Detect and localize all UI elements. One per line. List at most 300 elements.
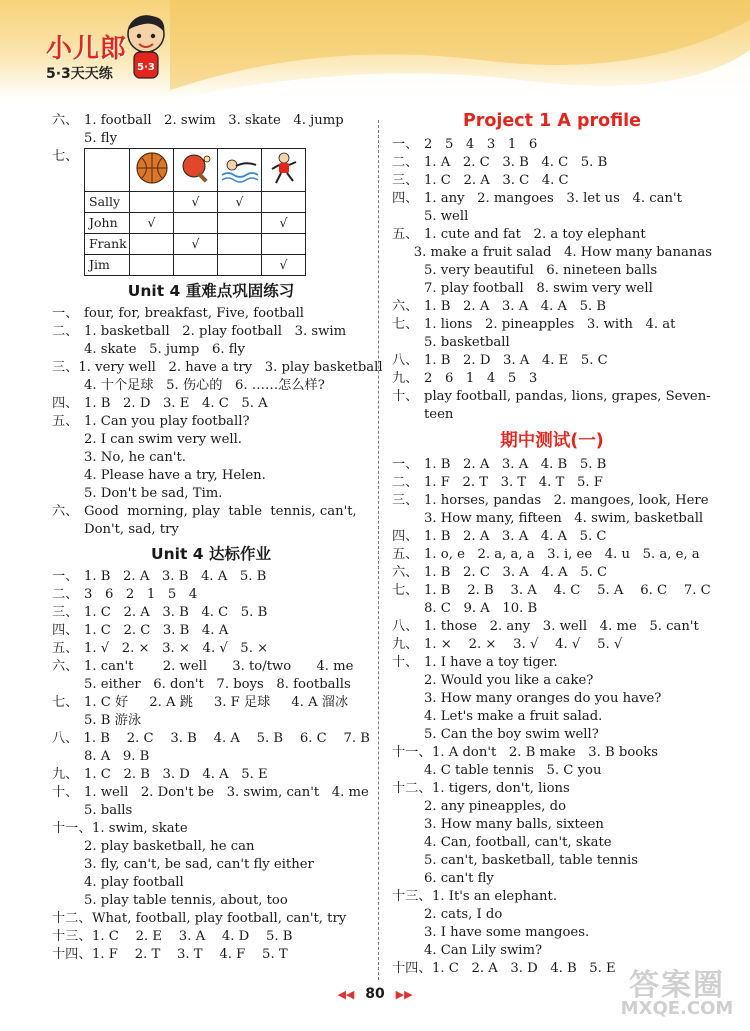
question-number: 六、 bbox=[392, 565, 419, 580]
answer-text: 4. Can Lily swim? bbox=[424, 943, 543, 958]
answer-row bbox=[392, 924, 712, 942]
answer-row bbox=[52, 467, 370, 485]
question-number: 七、 bbox=[392, 583, 419, 598]
question-number bbox=[52, 341, 84, 359]
answer-row bbox=[392, 334, 712, 352]
answer-row bbox=[392, 708, 712, 726]
answer-row bbox=[392, 244, 712, 262]
answer-row bbox=[392, 370, 712, 388]
table-body bbox=[85, 192, 306, 276]
table-icon-cell bbox=[262, 149, 306, 192]
question-number: 四、 bbox=[52, 623, 79, 638]
answer-text: 3. I have some mangoes. bbox=[424, 925, 590, 940]
answer-row bbox=[52, 874, 370, 892]
question-number: 五、 bbox=[52, 641, 79, 656]
table-row bbox=[85, 234, 306, 255]
answer-text: 1. B 2. C 3. B 4. A 5. B 6. C 7. B bbox=[83, 731, 370, 746]
answer-row bbox=[392, 262, 712, 280]
table-name-cell: John bbox=[85, 213, 130, 234]
answer-text: 4. skate 5. jump 6. fly bbox=[84, 342, 245, 357]
answer-text: 4. Let's make a fruit salad. bbox=[424, 709, 603, 724]
answer-text: 1. B 2. D 3. E 4. C 5. A bbox=[84, 396, 268, 411]
answer-row bbox=[392, 510, 712, 528]
question-number: 一、 bbox=[52, 569, 79, 584]
answer-row bbox=[52, 622, 370, 640]
question-number: 十二、 bbox=[392, 781, 432, 796]
question-number bbox=[392, 942, 424, 960]
table-icon-row bbox=[85, 149, 306, 192]
answer-row bbox=[392, 546, 712, 564]
answer-row bbox=[392, 352, 712, 370]
table-check-cell bbox=[130, 192, 174, 213]
answer-text: 5. can't, basketball, table tennis bbox=[424, 853, 639, 868]
answer-row bbox=[52, 766, 370, 784]
answer-text: 3. fly, can't, be sad, can't fly either bbox=[84, 857, 314, 872]
question-number bbox=[392, 510, 424, 528]
question-number bbox=[392, 708, 424, 726]
answer-text: 4. 十个足球 5. 伤心的 6. ……怎么样? bbox=[84, 378, 325, 393]
answer-row bbox=[392, 762, 712, 780]
answer-text: 1. those 2. any 3. well 4. me 5. can't bbox=[424, 619, 699, 634]
question-number: 十三、 bbox=[52, 929, 92, 944]
question-number bbox=[52, 802, 84, 820]
answer-row bbox=[52, 130, 370, 148]
question-number bbox=[392, 852, 424, 870]
answer-row bbox=[52, 359, 383, 377]
answer-text: 5. fly bbox=[84, 131, 118, 146]
answer-text: 1. horses, pandas 2. mangoes, look, Here bbox=[424, 493, 709, 508]
answer-text: 1. A 2. C 3. B 4. C 5. B bbox=[424, 155, 608, 170]
answer-text: 1. cute and fat 2. a toy elephant bbox=[424, 227, 646, 242]
watermark-logo bbox=[612, 960, 742, 1028]
left-column bbox=[52, 112, 383, 964]
question-number: 一、 bbox=[392, 457, 419, 472]
answer-text: 4. play football bbox=[84, 875, 184, 890]
answer-row bbox=[52, 112, 370, 130]
question-number bbox=[392, 672, 424, 690]
answer-text: 1. F 2. T 3. T 4. F 5. T bbox=[92, 947, 288, 962]
answer-row bbox=[52, 395, 370, 413]
question-number bbox=[392, 762, 424, 780]
answer-text: 1. o, e 2. a, a, a 3. i, ee 4. u 5. a, e, a bbox=[424, 547, 700, 562]
question-number: 二、 bbox=[52, 587, 79, 602]
question-number bbox=[392, 262, 424, 280]
question-number: 四、 bbox=[52, 396, 79, 411]
answer-row bbox=[392, 654, 712, 672]
table-icon-cell bbox=[174, 149, 218, 192]
answer-text: 1. well 2. Don't be 3. swim, can't 4. me bbox=[84, 785, 369, 800]
brand-subtitle: 5·3天天练 bbox=[46, 66, 113, 82]
answer-text: 1. tigers, don't, lions bbox=[432, 781, 570, 796]
question-number bbox=[392, 334, 424, 352]
answer-row bbox=[392, 690, 712, 708]
question-number bbox=[52, 856, 84, 874]
table-name-cell: Jim bbox=[85, 255, 130, 276]
question-number: 三、 bbox=[392, 173, 419, 188]
answer-text: 2. cats, I do bbox=[424, 907, 503, 922]
table-check-cell bbox=[262, 234, 306, 255]
brand-logo bbox=[46, 28, 127, 83]
answer-row bbox=[52, 640, 370, 658]
answer-text: 3. How many, fifteen 4. swim, basketball bbox=[424, 511, 704, 526]
answer-row bbox=[392, 136, 712, 154]
table-name-cell: Frank bbox=[85, 234, 130, 255]
answer-text: 2 5 4 3 1 6 bbox=[424, 137, 538, 152]
question-number bbox=[392, 816, 424, 834]
answer-row bbox=[392, 154, 712, 172]
answer-row bbox=[52, 748, 370, 766]
prev-page-arrows: ◀◀ bbox=[337, 988, 355, 1001]
answer-row bbox=[392, 780, 712, 798]
answer-row bbox=[392, 564, 712, 582]
answer-text: 4. C table tennis 5. C you bbox=[424, 763, 602, 778]
answer-row bbox=[392, 190, 712, 208]
table-corner-cell bbox=[85, 149, 130, 192]
answer-row bbox=[392, 600, 712, 618]
answer-row bbox=[52, 503, 370, 521]
answer-row bbox=[392, 582, 712, 600]
answer-row bbox=[392, 636, 712, 654]
answer-text: 2. Would you like a cake? bbox=[424, 673, 594, 688]
answer-row bbox=[392, 852, 712, 870]
question-number bbox=[52, 449, 84, 467]
answer-text: 3. How many balls, sixteen bbox=[424, 817, 604, 832]
question-number: 三、 bbox=[52, 360, 79, 375]
answer-text: 1. C 2. A 3. C 4. C bbox=[424, 173, 569, 188]
svg-text:5·3: 5·3 bbox=[137, 62, 155, 73]
answer-row bbox=[392, 474, 712, 492]
table-check-cell bbox=[130, 234, 174, 255]
answer-text: play football, pandas, lions, grapes, Seven- bbox=[424, 389, 711, 404]
answer-row bbox=[392, 816, 712, 834]
answer-text: 5. well bbox=[424, 209, 469, 224]
question-number: 六、 bbox=[52, 113, 79, 128]
answer-text: 5. B 游泳 bbox=[84, 713, 142, 728]
answer-text: 1. A don't 2. B make 3. B books bbox=[432, 745, 658, 760]
answer-text: 7. play football 8. swim very well bbox=[424, 281, 653, 296]
section-title: Project 1 A profile bbox=[462, 111, 642, 131]
question-number: 七、 bbox=[392, 317, 419, 332]
answer-row bbox=[52, 521, 370, 539]
answer-text: 1. B 2. A 3. A 4. A 5. B bbox=[424, 299, 607, 314]
answer-text: 3 6 2 1 5 4 bbox=[84, 587, 198, 602]
question-number: 一、 bbox=[52, 306, 79, 321]
left-top-answers bbox=[52, 112, 370, 148]
answer-row bbox=[392, 456, 712, 474]
answer-row bbox=[52, 910, 370, 928]
answer-row bbox=[52, 730, 370, 748]
answer-text: 5. either 6. don't 7. boys 8. footballs bbox=[84, 677, 351, 692]
question-number: 四、 bbox=[392, 529, 419, 544]
answer-text: 1. B 2. A 3. A 4. A 5. C bbox=[424, 529, 607, 544]
answer-text: 1. B 2. C 3. A 4. A 5. C bbox=[424, 565, 608, 580]
answer-text: four, for, breakfast, Five, football bbox=[84, 306, 305, 321]
answer-row bbox=[52, 820, 370, 838]
answer-text: 3. How many oranges do you have? bbox=[424, 691, 662, 706]
question-number: 十、 bbox=[392, 655, 419, 670]
question-number bbox=[392, 208, 424, 226]
column-divider bbox=[378, 120, 379, 980]
question-number: 九、 bbox=[52, 767, 79, 782]
answer-text: 1. C 2. B 3. D 4. A 5. E bbox=[84, 767, 268, 782]
answer-text: 5. Don't be sad, Tim. bbox=[84, 486, 223, 501]
answer-row bbox=[52, 305, 370, 323]
question-number bbox=[52, 838, 84, 856]
answer-row bbox=[52, 856, 370, 874]
question-number: 八、 bbox=[52, 731, 79, 746]
question-number bbox=[52, 676, 84, 694]
answer-text: 1. C 好 2. A 跳 3. F 足球 4. A 溜冰 bbox=[84, 695, 349, 710]
answer-text: 1. very well 2. have a try 3. play basketball bbox=[78, 360, 383, 375]
answer-text: 1. B 2. A 3. B 4. A 5. B bbox=[84, 569, 267, 584]
answer-text: 1. B 2. D 3. A 4. E 5. C bbox=[424, 353, 608, 368]
question-number: 三、 bbox=[392, 493, 419, 508]
answer-text: 1. swim, skate bbox=[92, 821, 188, 836]
question-number bbox=[52, 130, 84, 148]
question-number: 九、 bbox=[392, 637, 419, 652]
answer-row bbox=[392, 492, 712, 510]
question-number: 六、 bbox=[52, 504, 79, 519]
answer-row bbox=[52, 323, 370, 341]
section-title: 期中测试(一) bbox=[500, 431, 604, 451]
question-number: 五、 bbox=[392, 227, 419, 242]
question-number: 一、 bbox=[392, 137, 419, 152]
answer-row bbox=[392, 298, 712, 316]
question-number: 十二、 bbox=[52, 911, 92, 926]
question-number bbox=[52, 748, 84, 766]
question-number: 十、 bbox=[392, 389, 419, 404]
answer-row bbox=[52, 485, 370, 503]
answer-row bbox=[52, 413, 370, 431]
answer-row bbox=[52, 676, 370, 694]
question-number bbox=[392, 280, 424, 298]
answer-text: 6. can't fly bbox=[424, 871, 494, 886]
question-number bbox=[52, 712, 84, 730]
question-number bbox=[392, 924, 424, 942]
table-row bbox=[85, 255, 306, 276]
question-number: 十三、 bbox=[392, 889, 432, 904]
watermark-url: MXQE.COM bbox=[620, 998, 734, 1019]
answer-text: 8. C 9. A 10. B bbox=[424, 601, 538, 616]
answer-text: 1. B 2. A 3. A 4. B 5. B bbox=[424, 457, 607, 472]
question-number bbox=[392, 834, 424, 852]
table-check-cell bbox=[130, 255, 174, 276]
question-number: 十四、 bbox=[52, 947, 92, 962]
answer-text: 8. A 9. B bbox=[84, 749, 150, 764]
table-check-cell bbox=[174, 255, 218, 276]
question-number bbox=[52, 892, 84, 910]
basketball-icon bbox=[135, 151, 169, 185]
question-number bbox=[392, 726, 424, 744]
table-check-cell bbox=[218, 213, 262, 234]
mascot-boy-icon bbox=[122, 10, 170, 82]
answer-text: 5. play table tennis, about, too bbox=[84, 893, 288, 908]
question-number: 二、 bbox=[392, 155, 419, 170]
answer-row bbox=[392, 316, 712, 334]
table-row bbox=[85, 192, 306, 213]
question-number bbox=[392, 600, 424, 618]
question-number bbox=[392, 406, 424, 424]
table-name-cell: Sally bbox=[85, 192, 130, 213]
answer-text: 1. lions 2. pineapples 3. with 4. at bbox=[424, 317, 676, 332]
question-number: 八、 bbox=[392, 353, 419, 368]
question-number: 七、 bbox=[52, 695, 79, 710]
right-section2-answers bbox=[392, 456, 712, 978]
answer-row bbox=[52, 694, 370, 712]
left-section1-answers bbox=[52, 305, 383, 539]
answer-text: 1. I have a toy tiger. bbox=[424, 655, 558, 670]
question-number: 六、 bbox=[52, 659, 79, 674]
answer-text: What, football, play football, can't, try bbox=[92, 911, 347, 926]
table-check-cell: √ bbox=[130, 213, 174, 234]
table-check-cell: √ bbox=[174, 192, 218, 213]
answer-row bbox=[52, 802, 370, 820]
answer-row bbox=[52, 449, 370, 467]
answer-text: 1. Can you play football? bbox=[84, 414, 250, 429]
answer-row bbox=[52, 604, 370, 622]
answer-text: 1. C 2. C 3. B 4. A bbox=[84, 623, 229, 638]
answer-text: 1. × 2. × 3. √ 4. √ 5. √ bbox=[424, 637, 623, 652]
table-check-cell: √ bbox=[174, 234, 218, 255]
brand-name: 小儿郎 bbox=[46, 34, 128, 64]
answer-text: 4. Can, football, can't, skate bbox=[424, 835, 612, 850]
answer-row bbox=[52, 712, 370, 730]
answer-text: 4. Please have a try, Helen. bbox=[84, 468, 266, 483]
answer-row bbox=[392, 744, 712, 762]
answer-row bbox=[52, 586, 370, 604]
question-number: 三、 bbox=[52, 605, 79, 620]
answer-row bbox=[392, 226, 712, 244]
answer-row bbox=[392, 888, 712, 906]
question-number bbox=[52, 485, 84, 503]
question-number: 七、 bbox=[52, 149, 79, 164]
answer-text: 1. C 2. E 3. A 4. D 5. B bbox=[92, 929, 293, 944]
runner-icon bbox=[269, 151, 299, 185]
question-number bbox=[52, 467, 84, 485]
answer-row bbox=[52, 892, 370, 910]
answer-row bbox=[392, 870, 712, 888]
question-number: 二、 bbox=[392, 475, 419, 490]
table-row bbox=[85, 213, 306, 234]
answer-text: Don't, sad, try bbox=[84, 522, 179, 537]
left-section2-answers bbox=[52, 568, 370, 964]
answer-row bbox=[392, 528, 712, 546]
watermark-text: 答案圈 bbox=[629, 968, 725, 1003]
question-number bbox=[392, 906, 424, 924]
answer-row bbox=[52, 946, 370, 964]
section-title: Unit 4 达标作业 bbox=[151, 545, 271, 563]
answer-text: 3. No, he can't. bbox=[84, 450, 186, 465]
question-number: 十一、 bbox=[52, 821, 92, 836]
swim-icon bbox=[220, 153, 260, 183]
question-number: 十四、 bbox=[392, 961, 432, 976]
answer-text: 5. balls bbox=[84, 803, 133, 818]
question-number bbox=[392, 690, 424, 708]
answer-row bbox=[392, 942, 712, 960]
table-check-cell bbox=[174, 213, 218, 234]
answer-text: 1. can't 2. well 3. to/two 4. me bbox=[84, 659, 354, 674]
question-number bbox=[52, 874, 84, 892]
question-number: 四、 bbox=[392, 191, 419, 206]
answer-text: 1. any 2. mangoes 3. let us 4. can't bbox=[424, 191, 682, 206]
question-number bbox=[52, 431, 84, 449]
answer-text: 1. F 2. T 3. T 4. T 5. F bbox=[424, 475, 603, 490]
answer-row bbox=[52, 928, 370, 946]
table-check-cell bbox=[262, 192, 306, 213]
question-number: 十一、 bbox=[392, 745, 432, 760]
answer-text: 1. basketball 2. play football 3. swim bbox=[84, 324, 347, 339]
answer-row bbox=[392, 406, 712, 424]
answer-text: 2. play basketball, he can bbox=[84, 839, 255, 854]
answer-row bbox=[392, 388, 712, 406]
answer-row bbox=[392, 798, 712, 816]
question-number bbox=[52, 377, 84, 395]
answer-row bbox=[392, 172, 712, 190]
table-check-cell bbox=[218, 255, 262, 276]
answer-text: 1. B 2. B 3. A 4. C 5. A 6. C 7. C bbox=[424, 583, 711, 598]
right-column bbox=[392, 112, 712, 978]
answer-row bbox=[52, 568, 370, 586]
table-icon-cell bbox=[218, 149, 262, 192]
answer-row bbox=[52, 784, 370, 802]
answer-text: 2 6 1 4 5 3 bbox=[424, 371, 538, 386]
table-check-cell bbox=[218, 234, 262, 255]
answer-text: 2. any pineapples, do bbox=[424, 799, 567, 814]
question-number bbox=[52, 521, 84, 539]
answer-text: 3. make a fruit salad 4. How many bananas bbox=[413, 245, 712, 260]
question-number: 二、 bbox=[52, 324, 79, 339]
question-number: 八、 bbox=[392, 619, 419, 634]
answer-row bbox=[52, 377, 370, 395]
answer-row bbox=[392, 672, 712, 690]
answer-row bbox=[392, 906, 712, 924]
answer-row bbox=[52, 431, 370, 449]
next-page-arrows: ▶▶ bbox=[395, 988, 413, 1001]
question-number: 六、 bbox=[392, 299, 419, 314]
answer-row bbox=[392, 726, 712, 744]
page-header bbox=[0, 0, 750, 100]
answer-text: 5. Can the boy swim well? bbox=[424, 727, 599, 742]
answer-text: 1. It's an elephant. bbox=[432, 889, 558, 904]
answer-row bbox=[392, 280, 712, 298]
answer-row bbox=[392, 834, 712, 852]
question-number: 十、 bbox=[52, 785, 79, 800]
sports-table bbox=[84, 148, 306, 276]
question-number bbox=[392, 798, 424, 816]
table-check-cell: √ bbox=[262, 255, 306, 276]
question-number bbox=[392, 244, 414, 262]
table-check-cell: √ bbox=[262, 213, 306, 234]
table-icon-cell bbox=[130, 149, 174, 192]
answer-text: 5. basketball bbox=[424, 335, 510, 350]
section-title: Unit 4 重难点巩固练习 bbox=[127, 282, 295, 300]
answer-text: Good morning, play table tennis, can't, bbox=[84, 504, 357, 519]
answer-row bbox=[52, 658, 370, 676]
answer-text: 1. √ 2. × 3. × 4. √ 5. × bbox=[84, 641, 269, 656]
answer-text: 1. football 2. swim 3. skate 4. jump bbox=[84, 113, 344, 128]
answer-row bbox=[52, 838, 370, 856]
answer-text: 2. I can swim very well. bbox=[84, 432, 242, 447]
answer-text: teen bbox=[424, 407, 454, 422]
answer-text: 1. C 2. A 3. D 4. B 5. E bbox=[432, 961, 616, 976]
page-number: 80 bbox=[365, 986, 385, 1002]
question-number: 五、 bbox=[392, 547, 419, 562]
table-check-cell: √ bbox=[218, 192, 262, 213]
answer-row bbox=[392, 208, 712, 226]
question-number bbox=[392, 870, 424, 888]
answer-text: 1. C 2. A 3. B 4. C 5. B bbox=[84, 605, 268, 620]
answer-text: 5. very beautiful 6. nineteen balls bbox=[424, 263, 658, 278]
